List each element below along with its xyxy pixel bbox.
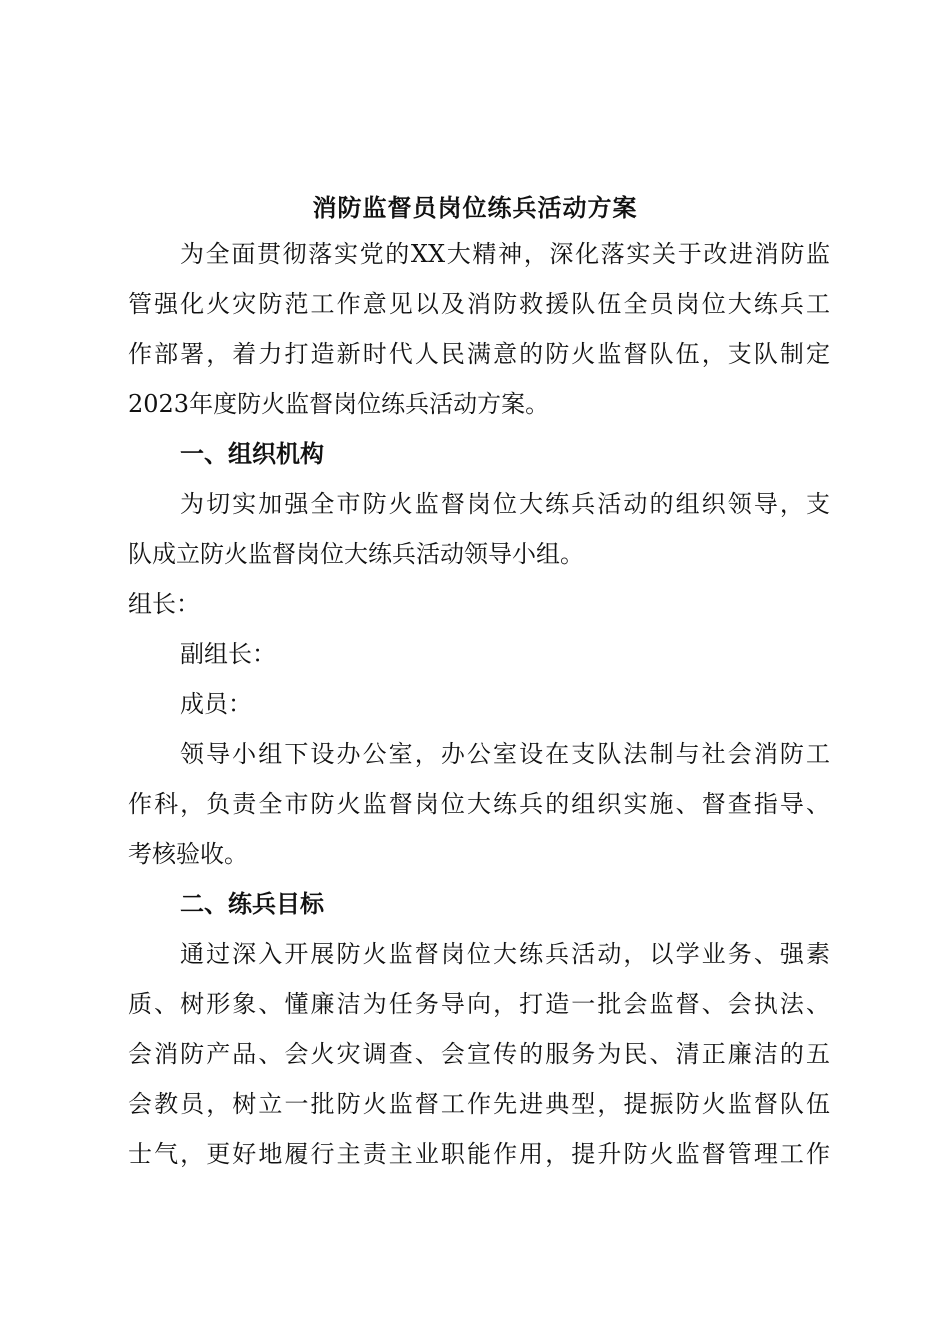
section-1-para-1-line-2: 队成立防火监督岗位大练兵活动领导小组。: [128, 540, 584, 568]
intro-line-2: 管强化火灾防范工作意见以及消防救援队伍全员岗位大练兵工: [128, 290, 830, 318]
deputy-leader-label: 副组长：: [180, 640, 276, 668]
group-leader-label: 组长：: [128, 590, 200, 618]
intro-line-1: 为全面贯彻落实党的XX大精神，深化落实关于改进消防监: [180, 240, 830, 268]
section-1-para-2-line-3: 考核验收。: [128, 840, 248, 868]
section-2-para-1-line-1: 通过深入开展防火监督岗位大练兵活动，以学业务、强素: [180, 940, 830, 968]
document-title: 消防监督员岗位练兵活动方案: [312, 193, 638, 222]
section-1-para-2-line-1: 领导小组下设办公室，办公室设在支队法制与社会消防工: [180, 740, 830, 768]
section-2-para-1-line-2: 质、树形象、懂廉洁为任务导向，打造一批会监督、会执法、: [128, 990, 830, 1018]
members-label: 成员：: [180, 690, 252, 718]
intro-line-3: 作部署，着力打造新时代人民满意的防火监督队伍，支队制定: [128, 340, 830, 368]
section-1-para-1-line-1: 为切实加强全市防火监督岗位大练兵活动的组织领导，支: [180, 490, 830, 518]
section-2-para-1-line-5: 士气，更好地履行主责主业职能作用，提升防火监督管理工作: [128, 1140, 830, 1168]
section-1-heading: 一、组织机构: [180, 439, 324, 468]
section-1-para-2-line-2: 作科，负责全市防火监督岗位大练兵的组织实施、督查指导、: [128, 790, 830, 818]
section-2-para-1-line-4: 会教员，树立一批防火监督工作先进典型，提振防火监督队伍: [128, 1090, 830, 1118]
section-2-para-1-line-3: 会消防产品、会火灾调查、会宣传的服务为民、清正廉洁的五: [128, 1040, 830, 1068]
section-2-heading: 二、练兵目标: [180, 889, 324, 918]
intro-line-4: 2023年度防火监督岗位练兵活动方案。: [128, 390, 550, 418]
